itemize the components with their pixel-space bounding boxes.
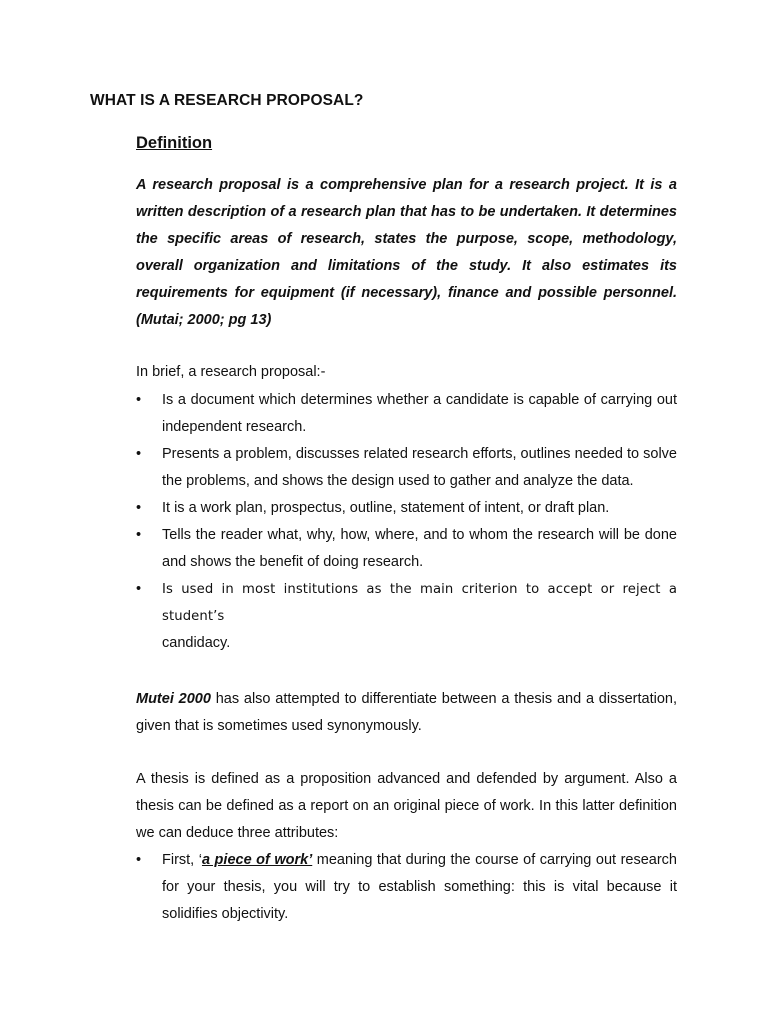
definition-heading: Definition bbox=[136, 134, 213, 152]
list-item-text: It is a work plan, prospectus, outline, statement of intent, or draft plan. bbox=[162, 500, 610, 516]
list-item-text: Tells the reader what, why, how, where, and to whom the research will be done and shows the benefit of doing research. bbox=[162, 527, 677, 570]
list-item bbox=[136, 847, 677, 928]
list-item bbox=[136, 495, 677, 522]
bullet-icon: • bbox=[136, 446, 142, 462]
bullet-icon: • bbox=[136, 581, 142, 597]
mutei-reference: Mutei 2000 bbox=[136, 691, 211, 707]
attribute-text: meaning that during the course of carrying out research for your thesis, you will try to establish something: this is vital because it solidifies objectivity. bbox=[162, 852, 677, 922]
list-item bbox=[136, 522, 677, 576]
mutei-text: has also attempted to differentiate between a thesis and a dissertation, given that is sometimes used synonymously. bbox=[136, 691, 677, 734]
bullet-icon: • bbox=[136, 527, 142, 543]
list-item-text-continued: candidacy. bbox=[162, 635, 231, 651]
list-item-text: Presents a problem, discusses related research efforts, outlines needed to solve the problems, and shows the design used to gather and analyze the data. bbox=[162, 446, 677, 489]
mutei-paragraph bbox=[136, 686, 677, 740]
page-title: WHAT IS A RESEARCH PROPOSAL? bbox=[90, 92, 364, 109]
bullet-icon: • bbox=[136, 392, 142, 408]
list-item bbox=[136, 441, 677, 495]
list-item-text: Is a document which determines whether a candidate is capable of carrying out independent research. bbox=[162, 392, 677, 435]
attribute-emphasis: a piece of work’ bbox=[201, 852, 313, 868]
intro-line: In brief, a research proposal:- bbox=[136, 364, 326, 380]
thesis-paragraph: A thesis is defined as a proposition advanced and defended by argument. Also a thesis can be defined as a report on an original piece of work. In this latter definition we can deduce three attributes: bbox=[136, 771, 677, 841]
proposal-points-list bbox=[136, 387, 677, 657]
definition-paragraph: A research proposal is a comprehensive plan for a research project. It is a written description of a research plan that has to be undertaken. It determines the specific areas of research, states the purpose, scope, methodology, overall organization and limitations of the study. It also estimates its requirements for equipment (if necessary), finance and possible personnel. (Mutai; 2000; pg 13) bbox=[136, 177, 677, 328]
list-item-text: Is used in most institutions as the main criterion to accept or reject a student’s bbox=[162, 582, 677, 624]
attribute-prefix: First, ‘ bbox=[162, 852, 202, 868]
attributes-list bbox=[136, 847, 677, 928]
bullet-icon: • bbox=[136, 500, 142, 516]
list-item bbox=[136, 576, 677, 657]
bullet-icon: • bbox=[136, 852, 142, 868]
list-item bbox=[136, 387, 677, 441]
